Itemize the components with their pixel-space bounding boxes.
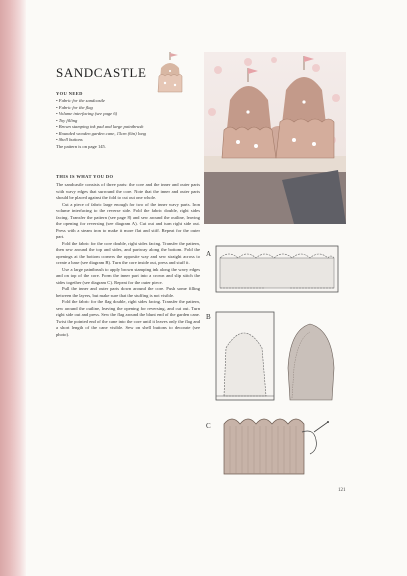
you-need-list [56, 98, 196, 150]
diagram-b-label: B [206, 313, 211, 321]
photo-scene [204, 52, 346, 224]
instruction-paragraph: Fold the fabric for the core double, right sides facing. Transfer the pattern, then sew around the top and sides, and partway along the bottom. Fold the openings at the bottom corners the opposite way and sew straight across to create a base (see diagram B). Turn the core inside out, press and stuff it. [56, 240, 200, 265]
list-item: • Fabric for the flag [56, 104, 93, 110]
list-item: • Toy filling [56, 117, 78, 123]
diagram-c-label: C [206, 422, 211, 430]
instruction-paragraph: Fold the fabric for the flag double, right sides facing. Transfer the pattern, sew around the outline, leaving the opening for reversing, and cut out. Turn right side out and press. Sew the flag around the blunt end of the garden cane. Twist the pointed end of the cane into the core until it leaves only the flag and a short length of the cane visible. Sew on shell buttons to decorate (see photo). [56, 299, 200, 337]
list-item: • Brown stamping ink pad and large paintbrush [56, 124, 144, 129]
diagram-a-label: A [206, 250, 212, 258]
sandcastle-photo [204, 52, 346, 224]
list-item: • Rounded wooden garden cane, 15cm (6in) long [56, 130, 146, 136]
pattern-note: The pattern is on page 145. [56, 143, 107, 149]
list-item: • Shell buttons [56, 137, 83, 142]
book-binding-edge [0, 0, 26, 576]
instructions-body [56, 182, 200, 338]
you-need-heading: YOU NEED [56, 91, 83, 96]
list-item: • Volume interfacing (see page 6) [56, 111, 118, 116]
instruction-paragraph: The sandcastle consists of three parts: the core and the inner and outer parts with wavy edges that surround the core. Note that the inner and outer parts should be placed against the fold to cut out one whole. [56, 182, 200, 200]
instruction-paragraph: Use a large paintbrush to apply brown stamping ink along the wavy edges and on top of the core. Form the inner part into a crown and slip stitch the sides together (see diagram C). Repeat for the outer piece. [56, 266, 200, 285]
instructions-heading: THIS IS WHAT YOU DO [56, 174, 114, 179]
instruction-paragraph: Pull the inner and outer parts down around the core. Push some filling between the layers, but make sure that the stuffing is not visible. [56, 286, 200, 298]
page-number: 121 [338, 488, 346, 493]
sandcastle-thumbnail-illustration [153, 52, 187, 94]
instruction-paragraph: Cut a piece of fabric large enough for two of the inner wavy parts. Iron volume interfacing to the reverse side. Fold the fabric double, right sides facing. Transfer the pattern (see page 8) and sew around the outline, leaving the opening for reversing (see diagram A). Cut out and turn right side out. Press with a steam iron to make it more flat and stiff. Repeat for the outer part. [56, 201, 200, 239]
diagram-c [214, 410, 340, 476]
page-title: SANDCASTLE [56, 65, 147, 80]
diagram-b [214, 310, 342, 402]
list-item: • Fabric for the sandcastle [56, 98, 106, 103]
diagram-a [214, 244, 340, 294]
